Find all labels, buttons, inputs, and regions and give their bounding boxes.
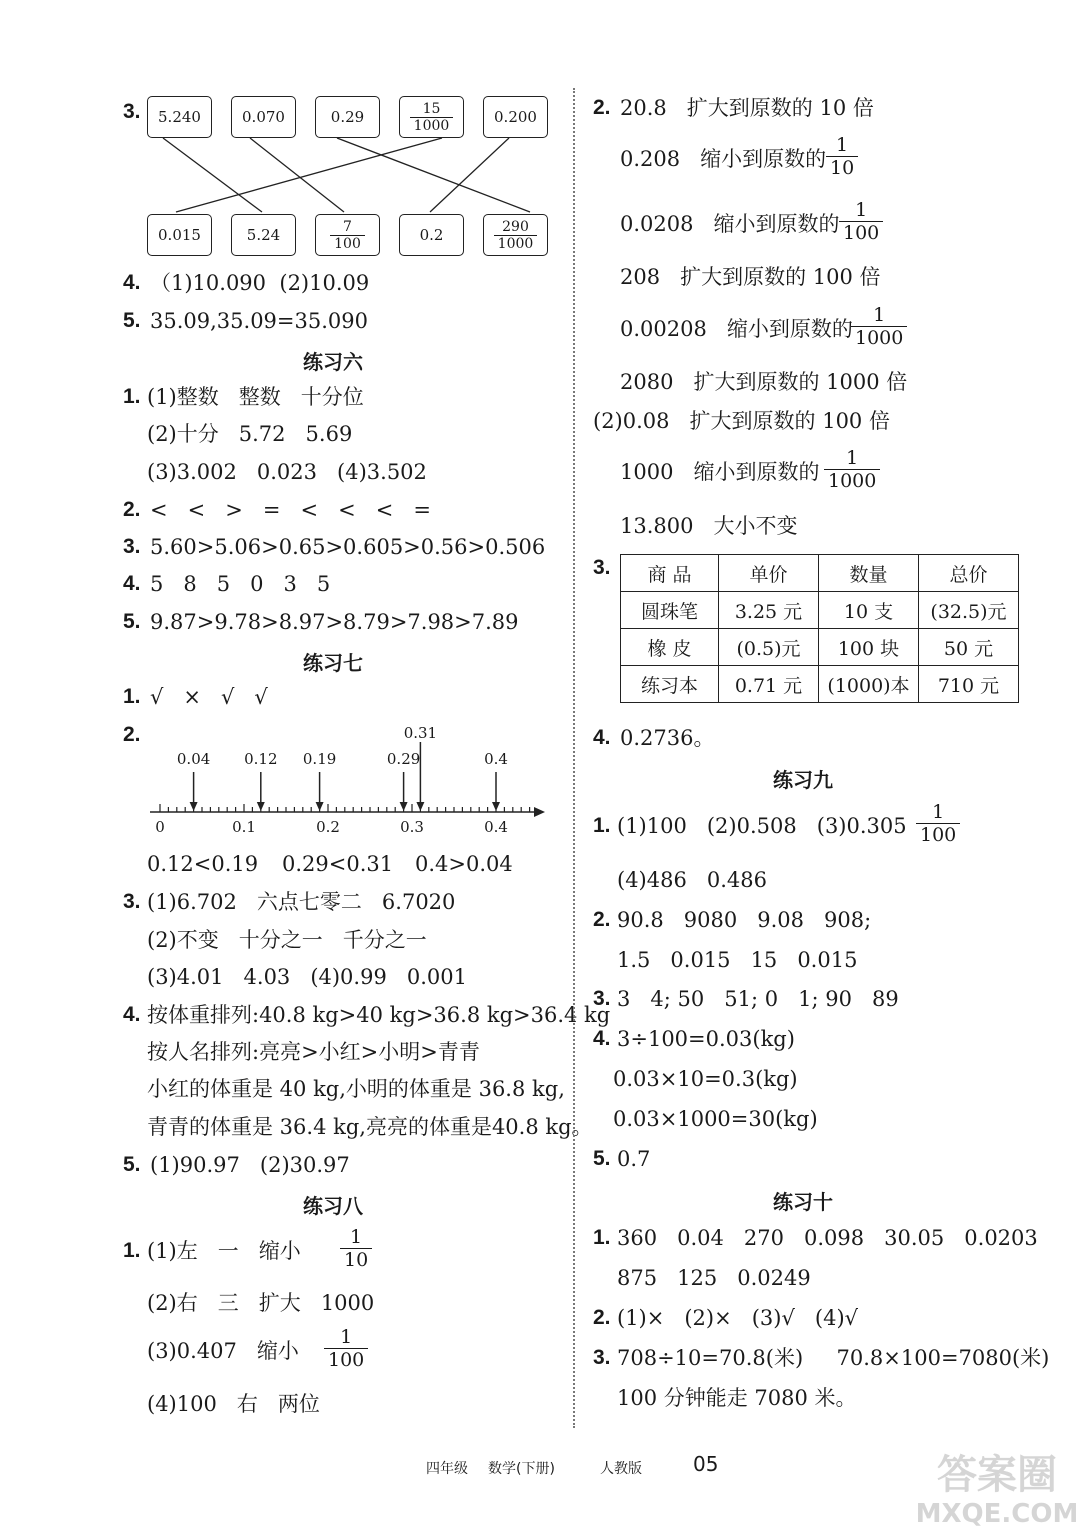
value-arrow: [303, 750, 336, 811]
answer-line: 按体重排列:40.8 kg>40 kg>36.8 kg>36.4 kg: [147, 1003, 611, 1027]
comparison: 0.29<0.31: [282, 852, 394, 876]
fraction-denominator: 100: [328, 1349, 365, 1371]
answer-line: 青青的体重是 36.4 kg,亮亮的体重是40.8 kg。: [147, 1115, 593, 1139]
fraction: [849, 304, 909, 349]
q-number: 3.: [123, 890, 141, 913]
arrow-label: 0.4: [484, 750, 508, 768]
answer-line: （1)10.090 (2)10.09: [150, 271, 370, 295]
q-number: 2.: [593, 1306, 611, 1329]
table-cell: 圆珠笔: [621, 592, 719, 629]
q-number: 3.: [593, 556, 611, 579]
answer-line: 5.60>5.06>0.65>0.605>0.56>0.506: [150, 535, 546, 559]
fraction-numerator: 15: [410, 101, 454, 118]
match-line: [176, 138, 442, 212]
arrow-label: 0.12: [244, 750, 278, 768]
answer-line: 0.7: [617, 1147, 651, 1171]
answer-line: (1)100 (2)0.508 (3)0.305: [617, 814, 907, 838]
match-box-top: 0.070: [231, 96, 296, 138]
match-box-top: 0.29: [315, 96, 380, 138]
table-cell: 50 元: [919, 629, 1019, 666]
number-line: [145, 722, 555, 842]
match-line: [337, 138, 530, 212]
watermark-logo: [912, 1444, 1082, 1530]
fraction-denominator: 1000: [855, 327, 904, 349]
arrow-head: [492, 802, 500, 811]
arrow-label: 0.29: [386, 750, 421, 768]
answer-line: 0.208 缩小到原数的: [620, 147, 827, 171]
fraction-denominator: 10: [344, 1249, 369, 1271]
answer-line: (2)十分 5.72 5.69: [147, 422, 353, 446]
q-number: 2.: [593, 96, 611, 119]
tick-label: 0.1: [232, 818, 256, 836]
fraction-numerator: 1: [324, 1326, 368, 1349]
answer-line: 208 扩大到原数的 100 倍: [620, 265, 881, 289]
q-number: 4.: [123, 271, 141, 294]
answer-line: 0.0208 缩小到原数的: [620, 212, 840, 236]
q-number: 4.: [593, 1027, 611, 1050]
table-cell: (32.5)元: [919, 592, 1019, 629]
answer-line: 708÷10=70.8(米) 70.8×100=7080(米): [617, 1346, 1050, 1370]
match-box-bottom: 5.24: [231, 214, 296, 256]
fraction: [822, 447, 882, 492]
section-title: 练习六: [303, 350, 363, 374]
table-cell: 100 块: [819, 629, 919, 666]
q-number: 1.: [123, 1239, 141, 1262]
q-number: 3.: [123, 535, 141, 558]
fraction-denominator: 1000: [413, 117, 450, 134]
answer-line: 360 0.04 270 0.098 30.05 0.0203: [617, 1226, 1038, 1250]
fraction-denominator: 100: [334, 235, 361, 252]
arrow-head: [316, 802, 324, 811]
answer-line: < < > = < < < =: [150, 498, 431, 522]
watermark-text: 答案圈: [937, 1452, 1057, 1498]
arrow-label: 0.04: [176, 750, 211, 768]
answer-line: 0.00208 缩小到原数的: [620, 317, 853, 341]
answer-line: 875 125 0.0249: [617, 1266, 811, 1290]
fraction: [837, 199, 885, 244]
q-number: 1.: [593, 814, 611, 837]
fraction-denominator: 1000: [497, 235, 534, 252]
tick-label: 0: [155, 818, 165, 836]
footer-edition: 人教版: [600, 1461, 642, 1477]
answer-line: (1)左 一 缩小: [147, 1239, 301, 1263]
answer-line: 2080 扩大到原数的 1000 倍: [620, 370, 908, 394]
table-cell: 10 支: [819, 592, 919, 629]
value-arrow: [244, 750, 277, 811]
table-row: [621, 666, 1019, 703]
answer-line: (3)3.002 0.023 (4)3.502: [147, 460, 427, 484]
fraction: [330, 219, 365, 252]
answer-line: 90.8 9080 9.08 908;: [617, 908, 872, 932]
answer-line: (1)6.702 六点七零二 6.7020: [147, 890, 456, 914]
value-arrow: [387, 750, 420, 811]
left-q3-number: 3.: [123, 100, 141, 123]
table-cell: 3.25 元: [719, 592, 819, 629]
answer-line: 5 8 5 0 3 5: [150, 572, 331, 596]
match-line: [250, 138, 344, 212]
fraction: [410, 101, 454, 134]
fraction: [322, 1326, 370, 1371]
arrow-head: [400, 802, 408, 811]
fraction-numerator: 1: [916, 801, 960, 824]
answer-line: 0.03×10=0.3(kg): [613, 1067, 798, 1091]
answer-line: (2)不变 十分之一 千分之一: [147, 928, 427, 952]
fraction-numerator: 7: [330, 219, 365, 236]
match-box-bottom: 0.2: [399, 214, 464, 256]
answer-line: 3 4; 50 51; 0 1; 90 89: [617, 987, 899, 1011]
table-header-row: [621, 555, 1019, 592]
arrow-head: [257, 802, 265, 811]
table-cell: 0.71 元: [719, 666, 819, 703]
section-title: 练习十: [773, 1190, 833, 1214]
section-title: 练习八: [303, 1194, 363, 1218]
table-header: 商 品: [621, 555, 719, 592]
q-number: 4.: [123, 572, 141, 595]
page-number: 05: [693, 1452, 719, 1476]
answer-line: (3)0.407 缩小: [147, 1339, 299, 1363]
q-number: 1.: [123, 385, 141, 408]
fraction-numerator: 1: [340, 1226, 372, 1249]
answer-line: (1)整数 整数 十分位: [147, 385, 364, 409]
answer-line: 100 分钟能走 7080 米。: [617, 1386, 857, 1410]
arrow-head: [190, 802, 198, 811]
q-number: 3.: [593, 987, 611, 1010]
fraction-numerator: 1: [826, 134, 858, 157]
q-number: 4.: [123, 1003, 141, 1026]
answer-line: 13.800 大小不变: [620, 514, 798, 538]
fraction: [338, 1226, 374, 1271]
fraction-denominator: 10: [830, 157, 855, 179]
table-header: 总价: [919, 555, 1019, 592]
table-row: [621, 592, 1019, 629]
watermark-site: MXQE.COM: [915, 1499, 1079, 1529]
answer-line: (1)× (2)× (3)√ (4)√: [617, 1306, 859, 1330]
q-number: 2.: [123, 723, 141, 746]
answer-line: 1.5 0.015 15 0.015: [617, 948, 858, 972]
answer-line: 20.8 扩大到原数的 10 倍: [620, 96, 874, 120]
answer-line: (3)4.01 4.03 (4)0.99 0.001: [147, 965, 467, 989]
answer-line: 35.09,35.09=35.090: [150, 309, 368, 333]
answer-line: (4)100 右 两位: [147, 1392, 320, 1416]
match-box-bottom: [483, 214, 548, 256]
table-cell: 练习本: [621, 666, 719, 703]
fraction-denominator: 100: [843, 222, 880, 244]
fraction: [494, 219, 538, 252]
fraction: [824, 134, 860, 179]
table-row: [621, 629, 1019, 666]
match-box-top: 0.200: [483, 96, 548, 138]
q-number: 1.: [123, 685, 141, 708]
tick-label: 0.3: [400, 818, 424, 836]
q-number: 5.: [593, 1147, 611, 1170]
q-number: 1.: [593, 1226, 611, 1249]
arrow-label: 0.19: [302, 750, 337, 768]
table-cell: (0.5)元: [719, 629, 819, 666]
answer-line: 0.2736。: [620, 726, 715, 750]
section-title: 练习七: [303, 651, 363, 675]
arrow-head: [416, 802, 424, 811]
value-arrow: [177, 750, 210, 811]
answer-line: (2)0.08 扩大到原数的 100 倍: [593, 409, 890, 433]
fraction: [914, 801, 962, 846]
value-arrow: [484, 750, 508, 811]
match-box-top: [399, 96, 464, 138]
fraction-denominator: 100: [920, 824, 957, 846]
answer-line: 0.03×1000=30(kg): [613, 1107, 818, 1131]
fraction-numerator: 1: [824, 447, 880, 470]
answer-line: 小红的体重是 40 kg,小明的体重是 36.8 kg,: [147, 1077, 565, 1101]
q-number: 5.: [123, 1153, 141, 1176]
fraction-numerator: 1: [851, 304, 907, 327]
answer-line: (2)右 三 扩大 1000: [147, 1291, 375, 1315]
table-cell: 710 元: [919, 666, 1019, 703]
column-divider: [573, 88, 575, 1428]
q-number: 5.: [123, 309, 141, 332]
table-header: 单价: [719, 555, 819, 592]
fraction-numerator: 290: [494, 219, 538, 236]
match-line: [430, 138, 509, 212]
match-box-bottom: [315, 214, 380, 256]
table-cell: 橡 皮: [621, 629, 719, 666]
comparison: 0.4>0.04: [415, 852, 513, 876]
answer-line: √ × √ √: [150, 685, 268, 709]
answer-line: 3÷100=0.03(kg): [617, 1027, 795, 1051]
table-header: 数量: [819, 555, 919, 592]
match-box-top: 5.240: [147, 96, 212, 138]
q-number: 3.: [593, 1346, 611, 1369]
answer-line: 9.87>9.78>8.97>8.79>7.98>7.89: [150, 610, 519, 634]
footer-subject: 数学(下册): [488, 1461, 555, 1477]
answer-line: (4)486 0.486: [617, 868, 767, 892]
price-table: [620, 554, 1019, 703]
match-line: [163, 138, 262, 212]
number-line-arrowhead: [534, 807, 545, 817]
tick-label: 0.4: [484, 818, 508, 836]
q-number: 4.: [593, 726, 611, 749]
section-title: 练习九: [773, 768, 833, 792]
answer-line: (1)90.97 (2)30.97: [150, 1153, 350, 1177]
q-number: 5.: [123, 610, 141, 633]
q-number: 2.: [593, 908, 611, 931]
match-box-bottom: 0.015: [147, 214, 212, 256]
table-cell: (1000)本: [819, 666, 919, 703]
fraction-numerator: 1: [839, 199, 883, 222]
footer-grade: 四年级: [426, 1461, 468, 1477]
q-number: 2.: [123, 498, 141, 521]
fraction-denominator: 1000: [828, 470, 877, 492]
tick-label: 0.2: [316, 818, 340, 836]
comparison: 0.12<0.19: [147, 852, 259, 876]
answer-line: 1000 缩小到原数的: [620, 460, 820, 484]
arrow-label: 0.31: [403, 724, 438, 742]
answer-line: 按人名排列:亮亮>小红>小明>青青: [147, 1040, 480, 1064]
